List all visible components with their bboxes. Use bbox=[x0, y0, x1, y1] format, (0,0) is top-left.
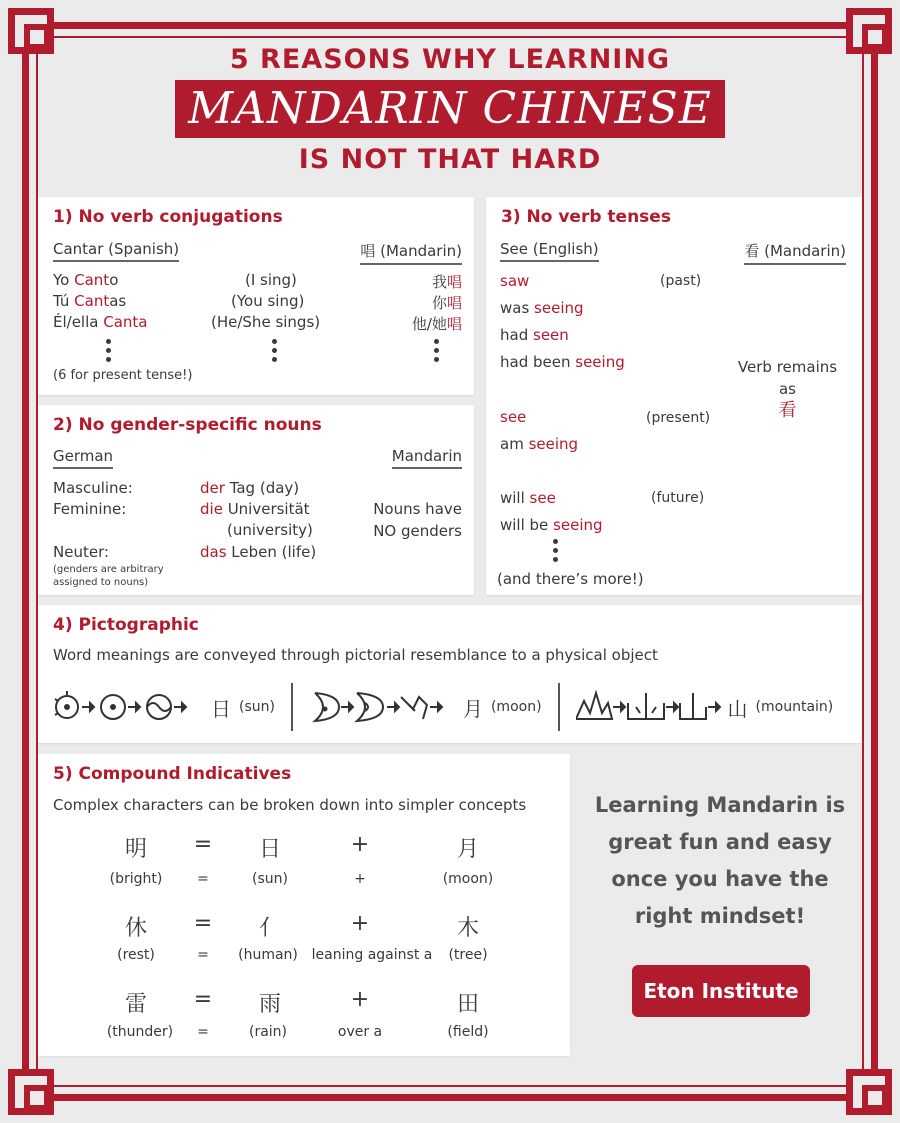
conj-gloss: (You sing) bbox=[231, 292, 305, 310]
tense-form: saw bbox=[500, 272, 530, 290]
card-pictographic bbox=[38, 605, 862, 743]
title-line-1: 5 REASONS WHY LEARNING bbox=[229, 44, 671, 75]
gender-example: das Leben (life) bbox=[200, 543, 317, 561]
gender-example: der Tag (day) bbox=[200, 479, 300, 497]
tense-form: see bbox=[500, 408, 527, 426]
tense-form: had been seeing bbox=[500, 353, 625, 371]
compound-character: 休 bbox=[124, 916, 147, 941]
component-character: 日 bbox=[258, 837, 281, 862]
mountain-evolution-icon bbox=[576, 689, 726, 725]
card-title: 5) Compound Indicatives bbox=[53, 764, 292, 784]
mountain-character: 山 bbox=[727, 696, 748, 721]
tense-form: was seeing bbox=[500, 299, 584, 317]
equals-sign: = bbox=[197, 947, 209, 963]
gender-example: die Universität bbox=[200, 500, 310, 518]
card-no-verb-tenses bbox=[486, 197, 862, 595]
conj-mandarin: 你唱 bbox=[431, 294, 462, 312]
mandarin-note: Nouns have NO genders bbox=[373, 500, 462, 540]
pictograph-mountain bbox=[576, 689, 834, 725]
sun-evolution-icon bbox=[53, 689, 209, 725]
card-title: 2) No gender-specific nouns bbox=[53, 415, 322, 435]
card-title: 1) No verb conjugations bbox=[53, 207, 283, 227]
divider bbox=[291, 683, 293, 731]
conj-gloss: (I sing) bbox=[245, 271, 297, 289]
verb-remains-note: Verb remains as 看 bbox=[737, 358, 838, 421]
gender-example-gloss: (university) bbox=[227, 521, 313, 539]
card-compound-indicatives bbox=[38, 754, 570, 1056]
component-character: 木 bbox=[456, 916, 479, 941]
tense-label: (present) bbox=[646, 410, 711, 426]
card-note: (6 for present tense!) bbox=[53, 368, 193, 383]
relation-text: + bbox=[354, 871, 366, 887]
component-character: 田 bbox=[456, 992, 479, 1017]
card-subtitle: Word meanings are conveyed through pictorial resemblance to a physical object bbox=[53, 646, 658, 664]
component-character: 亻 bbox=[258, 916, 281, 941]
corner-ornament bbox=[8, 1069, 54, 1115]
ellipsis-dots bbox=[106, 339, 112, 366]
column-header-german: German bbox=[53, 447, 113, 469]
tense-label: (past) bbox=[660, 273, 702, 289]
conj-row: Yo Canto bbox=[53, 271, 119, 289]
component-gloss: (tree) bbox=[448, 947, 488, 963]
gender-footnote: (genders are arbitrary assigned to nouns) bbox=[53, 564, 164, 588]
pictograph-moon bbox=[309, 689, 542, 725]
column-header-mandarin: 唱 (Mandarin) bbox=[360, 240, 462, 265]
tense-label: (future) bbox=[651, 490, 705, 506]
divider bbox=[558, 683, 560, 731]
relation-text: leaning against a bbox=[311, 947, 433, 963]
component-gloss: (field) bbox=[447, 1024, 489, 1040]
closing-message: Learning Mandarin is great fun and easy once you have the right mindset! bbox=[594, 793, 846, 928]
compound-character: 明 bbox=[124, 837, 147, 862]
compound-character: 雷 bbox=[124, 992, 147, 1017]
equals-sign: = bbox=[197, 871, 209, 887]
pictograph-strip bbox=[53, 687, 833, 727]
column-header-mandarin: Mandarin bbox=[392, 447, 462, 469]
equals-sign: = bbox=[197, 1024, 209, 1040]
column-header-mandarin: 看 (Mandarin) bbox=[744, 240, 846, 265]
plus-sign: + bbox=[350, 911, 370, 936]
moon-evolution-icon bbox=[309, 689, 461, 725]
component-gloss: (rain) bbox=[248, 1024, 288, 1040]
corner-ornament bbox=[846, 1069, 892, 1115]
column-header-english: See (English) bbox=[500, 240, 599, 262]
conj-mandarin: 我唱 bbox=[431, 273, 462, 291]
card-title: 4) Pictographic bbox=[53, 615, 199, 635]
component-gloss: (sun) bbox=[252, 871, 288, 887]
ellipsis-dots bbox=[553, 539, 559, 566]
ellipsis-dots bbox=[434, 339, 440, 366]
gender-label: Feminine: bbox=[53, 500, 127, 518]
conj-gloss: (He/She sings) bbox=[211, 313, 321, 331]
tense-form: am seeing bbox=[500, 435, 579, 453]
card-no-gender-nouns bbox=[38, 405, 474, 595]
equals-sign: = bbox=[193, 832, 213, 857]
equals-sign: = bbox=[193, 911, 213, 936]
plus-sign: + bbox=[350, 832, 370, 857]
component-character: 雨 bbox=[258, 992, 281, 1017]
tense-form: will be seeing bbox=[500, 516, 603, 534]
eton-institute-logo: Eton Institute bbox=[632, 965, 810, 1017]
column-header-spanish: Cantar (Spanish) bbox=[53, 240, 179, 262]
tense-form: had seen bbox=[500, 326, 569, 344]
compound-gloss: (bright) bbox=[109, 871, 163, 887]
component-character: 月 bbox=[456, 837, 479, 862]
sun-character: 日 bbox=[211, 696, 231, 721]
compound-gloss: (thunder) bbox=[106, 1024, 174, 1040]
card-note: (and there’s more!) bbox=[497, 570, 644, 588]
relation-text: over a bbox=[337, 1024, 383, 1040]
mountain-label: (mountain) bbox=[755, 699, 834, 715]
gender-label: Neuter: bbox=[53, 543, 110, 561]
equals-sign: = bbox=[193, 987, 213, 1012]
pictograph-sun bbox=[53, 689, 275, 725]
moon-label: (moon) bbox=[490, 699, 542, 715]
conj-row: Tú Cantas bbox=[53, 292, 127, 310]
ellipsis-dots bbox=[272, 339, 278, 366]
conj-mandarin: 他/她唱 bbox=[411, 315, 462, 333]
card-subtitle: Complex characters can be broken down into simpler concepts bbox=[53, 796, 527, 814]
sun-label: (sun) bbox=[239, 699, 275, 715]
plus-sign: + bbox=[350, 987, 370, 1012]
card-no-verb-conjugations bbox=[38, 197, 474, 395]
tense-form: will see bbox=[500, 489, 556, 507]
title-line-3: IS NOT THAT HARD bbox=[298, 144, 602, 175]
gender-label: Masculine: bbox=[53, 479, 133, 497]
moon-character: 月 bbox=[462, 696, 483, 721]
component-gloss: (moon) bbox=[442, 871, 494, 887]
component-gloss: (human) bbox=[238, 947, 298, 963]
card-title: 3) No verb tenses bbox=[501, 207, 671, 227]
conj-row: Él/ella Canta bbox=[53, 313, 148, 331]
title-banner: MANDARIN CHINESE bbox=[175, 80, 725, 138]
compound-gloss: (rest) bbox=[117, 947, 155, 963]
